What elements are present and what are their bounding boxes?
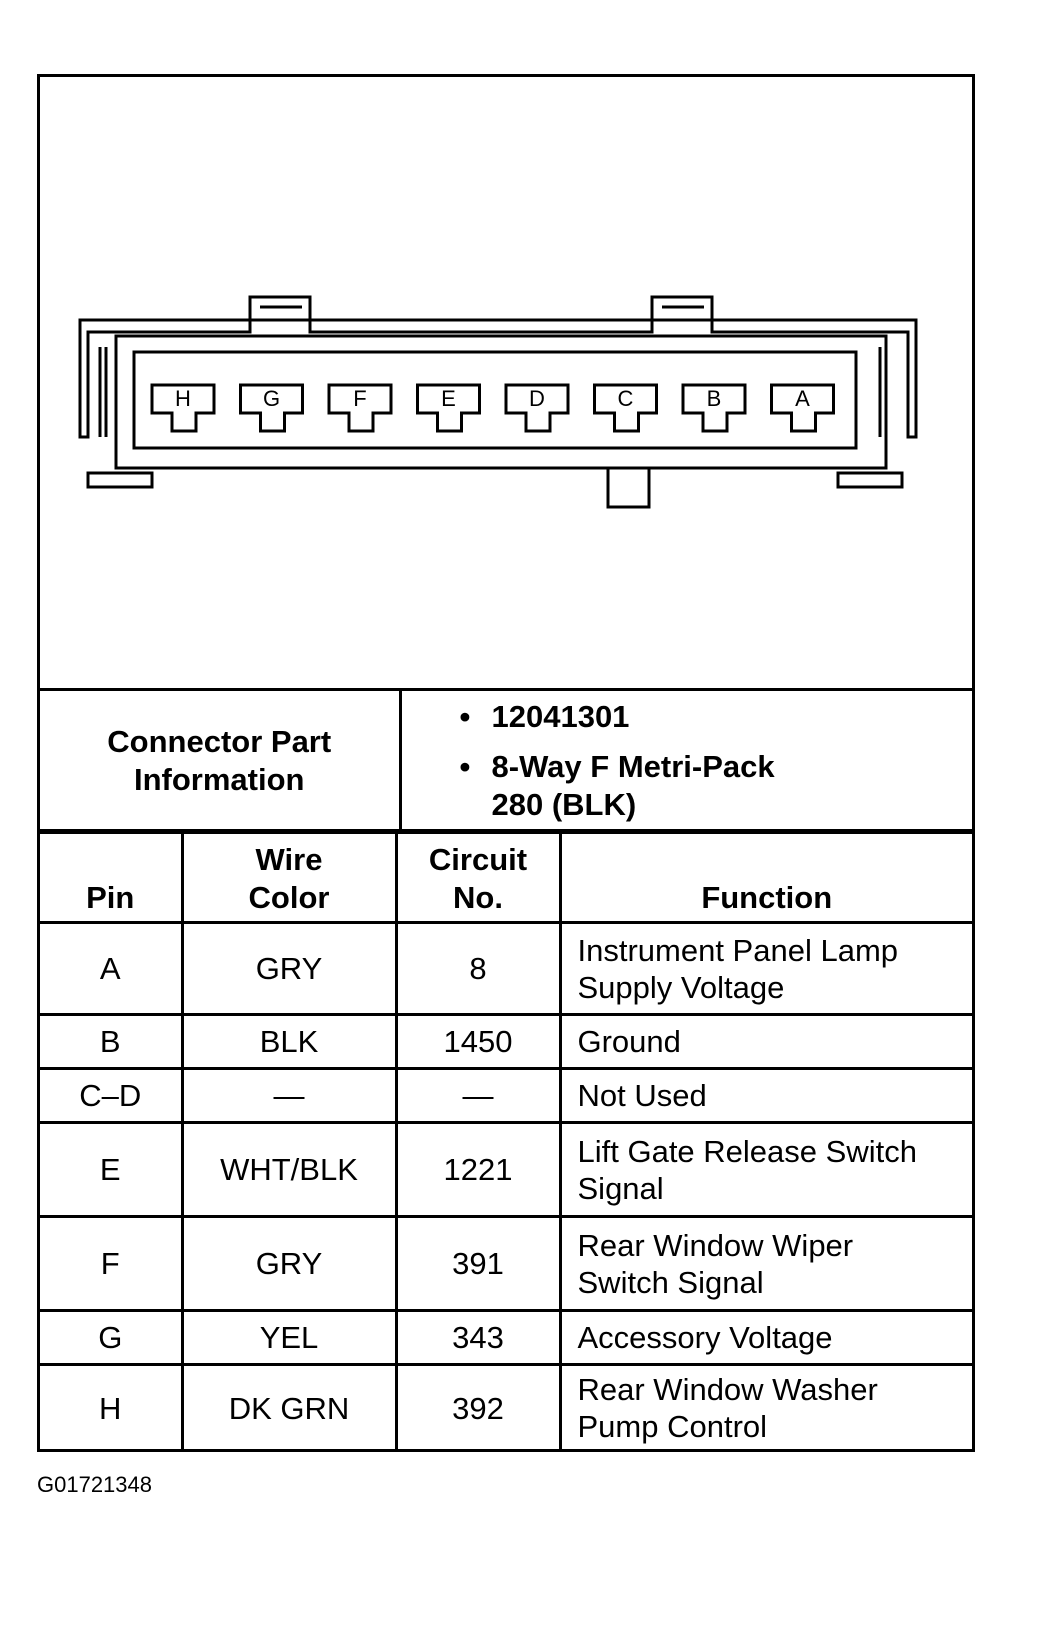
header-function: Function [560, 831, 972, 923]
pin-label: B [706, 386, 722, 411]
part-description-item [460, 748, 972, 824]
function-line2: Pump Control [577, 1409, 768, 1445]
function-cell [560, 1123, 972, 1217]
figure-frame [37, 74, 975, 1452]
wire-color-cell: DK GRN [182, 1365, 396, 1451]
circuit-cell: 392 [396, 1365, 560, 1451]
function-line1: Instrument Panel Lamp [577, 932, 899, 968]
connector-part-info [40, 688, 972, 834]
function-cell [560, 1217, 972, 1311]
function-line2: Supply Voltage [577, 969, 785, 1005]
part-number-item [460, 698, 972, 736]
table-row [40, 1123, 972, 1217]
table-row [40, 923, 972, 1015]
part-number: 12041301 [491, 699, 630, 734]
pin-label: D [529, 386, 545, 411]
header-wire-color: Wire Color [182, 831, 396, 923]
table-row [40, 1365, 972, 1451]
function-cell [560, 1311, 972, 1365]
function-line2: Signal [577, 1170, 664, 1206]
part-info-label [40, 690, 400, 833]
table-row [40, 1311, 972, 1365]
pinout-header-row [40, 831, 972, 923]
pin-label: E [441, 386, 456, 411]
wire-color-cell: BLK [182, 1015, 396, 1069]
circuit-cell: — [396, 1069, 560, 1123]
bullet-icon: • [459, 699, 471, 734]
connector-diagram [40, 77, 972, 689]
pin-label: H [175, 386, 191, 411]
circuit-cell: 8 [396, 923, 560, 1015]
function-cell [560, 1365, 972, 1451]
function-line1: Ground [577, 1024, 681, 1059]
part-description-line1: 8-Way F Metri-Pack [491, 749, 775, 784]
wire-color-cell: GRY [182, 1217, 396, 1311]
function-line2: Switch Signal [577, 1264, 764, 1300]
pin-cell: G [40, 1311, 182, 1365]
figure-id: G01721348 [37, 1472, 152, 1497]
header-pin: Pin [40, 831, 182, 923]
wire-color-cell: WHT/BLK [182, 1123, 396, 1217]
table-row [40, 1015, 972, 1069]
pin-label: C [617, 386, 634, 411]
function-line1: Lift Gate Release Switch [577, 1133, 917, 1169]
circuit-cell: 1221 [396, 1123, 560, 1217]
function-cell [560, 1069, 972, 1123]
function-line1: Rear Window Washer [577, 1372, 878, 1408]
pin-cell: A [40, 923, 182, 1015]
wire-color-cell: GRY [182, 923, 396, 1015]
table-row [40, 1217, 972, 1311]
function-line1: Not Used [577, 1078, 707, 1113]
pin-cell: B [40, 1015, 182, 1069]
pin-cell: E [40, 1123, 182, 1217]
pin-cell: F [40, 1217, 182, 1311]
function-line1: Accessory Voltage [577, 1320, 833, 1355]
function-line1: Rear Window Wiper [577, 1227, 854, 1263]
wire-color-cell: YEL [182, 1311, 396, 1365]
table-row [40, 1069, 972, 1123]
part-info-label-line2: Information [134, 762, 305, 797]
pin-cell: H [40, 1365, 182, 1451]
bullet-icon: • [459, 749, 471, 784]
pin-label: F [353, 386, 367, 411]
part-description-line2: 280 (BLK) [491, 787, 637, 822]
circuit-cell: 391 [396, 1217, 560, 1311]
pin-label: G [262, 386, 281, 411]
pinout-table [40, 829, 972, 1451]
pin-cell: C–D [40, 1069, 182, 1123]
circuit-cell: 1450 [396, 1015, 560, 1069]
wire-color-cell: — [182, 1069, 396, 1123]
function-cell [560, 923, 972, 1015]
connector-outline [40, 77, 972, 689]
pin-label: A [795, 386, 810, 411]
function-cell [560, 1015, 972, 1069]
part-info-label-line1: Connector Part [107, 724, 332, 759]
circuit-cell: 343 [396, 1311, 560, 1365]
header-circuit-no: Circuit No. [396, 831, 560, 923]
part-info-values [400, 690, 972, 833]
